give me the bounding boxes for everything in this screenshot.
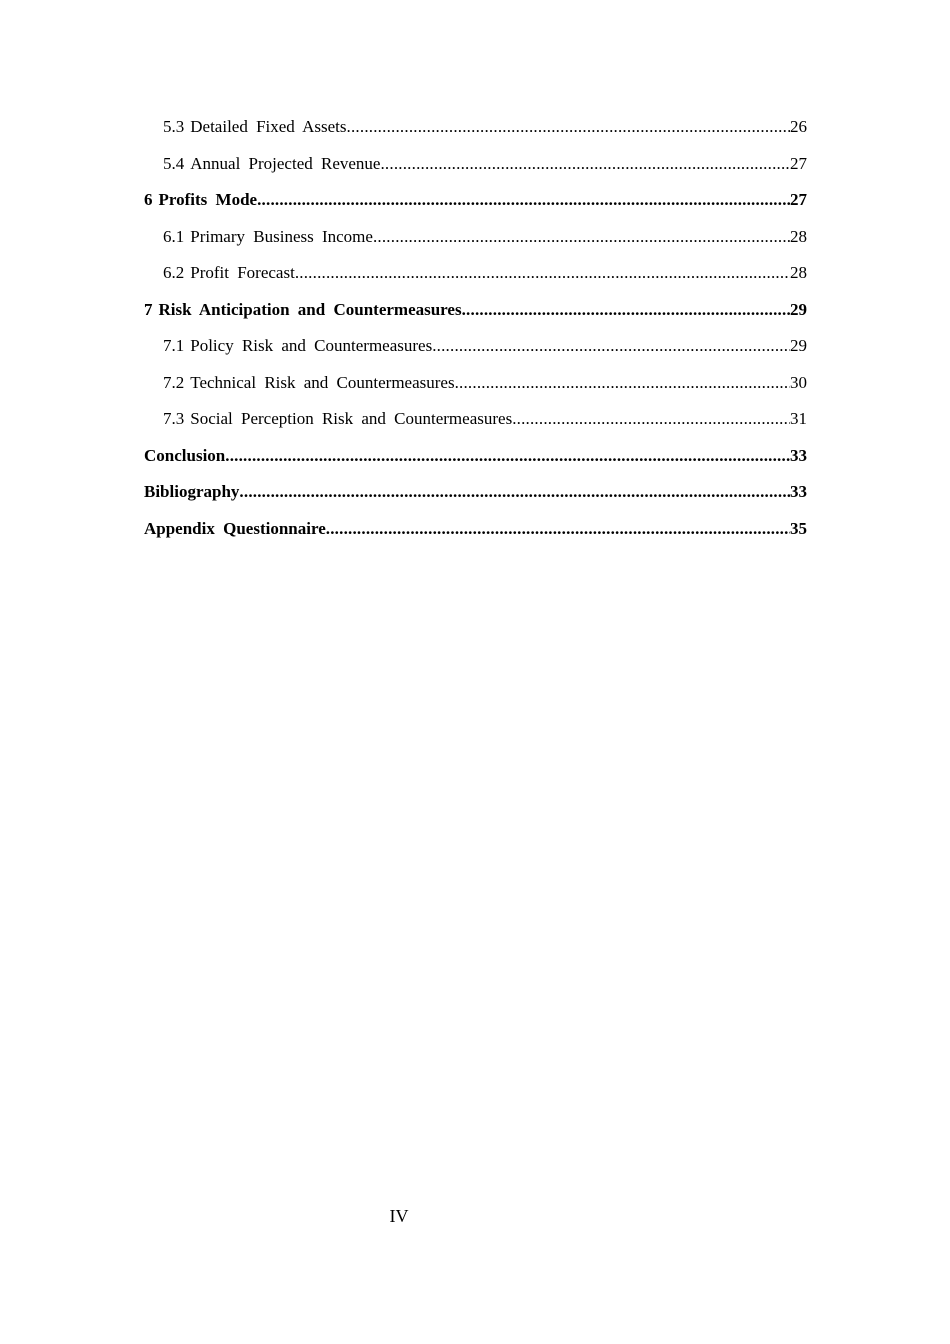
toc-entry-number: 6.1 — [163, 226, 185, 246]
toc-entry-label — [144, 443, 225, 469]
toc-entry-label — [163, 406, 512, 432]
toc-entry-title: Primary Business Income — [190, 226, 373, 246]
toc-entry-number: 5.3 — [163, 117, 185, 136]
toc-entry-title: Social Perception Risk and Countermeasures — [190, 409, 513, 428]
toc-entry-page: 28 — [790, 226, 807, 246]
toc-entry-label — [163, 260, 295, 286]
toc-entry[interactable] — [144, 151, 807, 188]
toc-entry[interactable] — [144, 260, 807, 297]
toc-entry-page: 30 — [790, 372, 807, 392]
toc-entry[interactable] — [144, 224, 807, 261]
toc-entry-page: 27 — [790, 190, 807, 209]
toc-entry-title: Technical Risk and Countermeasures — [190, 372, 455, 392]
toc-entry[interactable] — [144, 333, 807, 370]
toc-entry-page: 26 — [790, 117, 807, 136]
toc-entry[interactable] — [144, 297, 807, 334]
toc-dot-leader — [373, 224, 790, 250]
toc-entry[interactable] — [144, 516, 807, 553]
toc-dot-leader — [455, 370, 790, 396]
toc-dot-leader — [380, 151, 790, 177]
toc-entry-title: Conclusion — [144, 445, 226, 465]
toc-dot-leader — [462, 297, 790, 323]
toc-entry-label — [163, 151, 380, 177]
toc-entry-title: Risk Anticipation and Countermeasures — [158, 299, 462, 319]
toc-entry-page: 28 — [790, 263, 807, 282]
toc-entry[interactable] — [144, 370, 807, 407]
toc-entry-title: Profits Mode — [158, 190, 258, 209]
toc-dot-leader — [257, 187, 790, 213]
toc-entry-label — [163, 114, 347, 140]
toc-entry[interactable] — [144, 114, 807, 151]
toc-entry-title: Bibliography — [144, 482, 240, 501]
toc-dot-leader — [239, 479, 790, 505]
toc-entry-number: 7.3 — [163, 409, 185, 428]
toc-entry-label — [144, 297, 462, 323]
toc-entry-title: Annual Projected Revenue — [190, 153, 381, 173]
toc-entry-page: 29 — [790, 299, 807, 319]
toc-entry[interactable] — [144, 187, 807, 224]
toc-entry-title: Policy Risk and Countermeasures — [190, 336, 433, 355]
toc-entry-number: 5.4 — [163, 153, 185, 173]
table-of-contents — [144, 114, 807, 552]
toc-entry[interactable] — [144, 406, 807, 443]
toc-dot-leader — [432, 333, 790, 359]
toc-entry-page: 33 — [790, 482, 807, 501]
toc-entry-page: 29 — [790, 336, 807, 355]
toc-entry-page: 35 — [790, 518, 807, 538]
toc-dot-leader — [225, 443, 790, 469]
toc-entry-title: Detailed Fixed Assets — [190, 117, 347, 136]
page-number: IV — [389, 1206, 409, 1226]
toc-entry[interactable] — [144, 479, 807, 516]
toc-entry-number: 7.2 — [163, 372, 185, 392]
toc-dot-leader — [347, 114, 790, 140]
toc-dot-leader — [512, 406, 790, 432]
toc-entry-number: 6.2 — [163, 263, 185, 282]
toc-dot-leader — [295, 260, 790, 286]
toc-entry-label — [163, 333, 432, 359]
toc-entry[interactable] — [144, 443, 807, 480]
toc-entry-title: Appendix Questionnaire — [144, 518, 326, 538]
toc-entry-number: 7 — [144, 299, 153, 319]
toc-entry-label — [163, 370, 455, 396]
toc-entry-page: 31 — [790, 409, 807, 428]
toc-entry-page: 33 — [790, 445, 807, 465]
toc-dot-leader — [326, 516, 790, 542]
toc-entry-label — [144, 516, 326, 542]
toc-entry-number: 6 — [144, 190, 153, 209]
toc-entry-page: 27 — [790, 153, 807, 173]
toc-entry-number: 7.1 — [163, 336, 185, 355]
toc-entry-label — [163, 224, 373, 250]
toc-entry-title: Profit Forecast — [190, 263, 295, 282]
toc-entry-label — [144, 187, 257, 213]
toc-entry-label — [144, 479, 239, 505]
